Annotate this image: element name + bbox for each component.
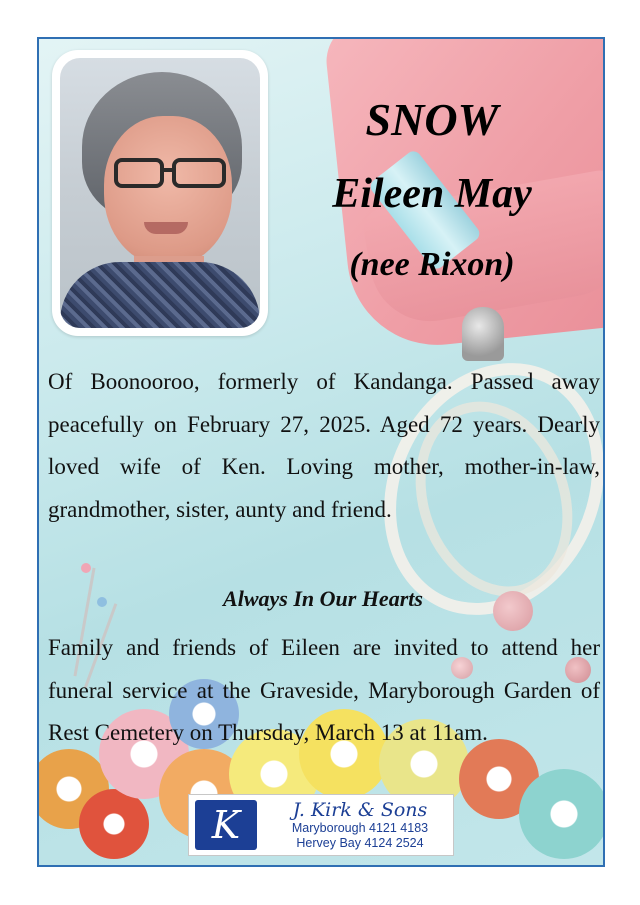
thimble-decoration bbox=[462, 307, 504, 361]
portrait-photo bbox=[60, 58, 260, 328]
maiden-name-heading: (nee Rixon) bbox=[349, 246, 515, 283]
glasses-right-lens bbox=[172, 158, 226, 188]
phone-hervey-bay: Hervey Bay 4124 2524 bbox=[296, 836, 424, 850]
funeral-director-name: J. Kirk & Sons bbox=[292, 799, 428, 821]
spool-decoration bbox=[519, 769, 605, 859]
notice-paragraph-1: Of Boonooroo, formerly of Kandanga. Passed away peacefully on February 27, 2025. Aged 72 years. Dearly loved wife of Ken. Loving mother, mother-in-law, grandmother, sister, aunty and friend. bbox=[48, 369, 600, 522]
phone-maryborough: Maryborough 4121 4183 bbox=[291, 821, 429, 835]
funeral-director-badge bbox=[188, 794, 454, 856]
portrait-cardigan bbox=[60, 262, 260, 328]
funeral-director-logo bbox=[195, 800, 257, 850]
glasses-left-lens bbox=[114, 158, 164, 188]
spool-decoration bbox=[79, 789, 149, 859]
funeral-director-info bbox=[267, 799, 453, 851]
portrait-face bbox=[104, 116, 232, 266]
notice-card bbox=[37, 37, 605, 867]
glasses-bridge bbox=[162, 168, 174, 172]
surname-heading: SNOW bbox=[365, 94, 499, 145]
portrait-smile bbox=[144, 222, 188, 234]
portrait-frame bbox=[52, 50, 268, 336]
tagline: Always In Our Hearts bbox=[223, 586, 423, 611]
name-heading bbox=[297, 91, 567, 289]
pin-head-decoration bbox=[81, 563, 91, 573]
logo-letter: K bbox=[211, 803, 241, 847]
given-names-heading: Eileen May bbox=[332, 171, 532, 217]
notice-paragraph-2: Family and friends of Eileen are invited to attend her funeral service at the Graveside, Maryborough Garden of Rest Cemetery on Thursday, March 13 at 11am. bbox=[48, 635, 600, 745]
